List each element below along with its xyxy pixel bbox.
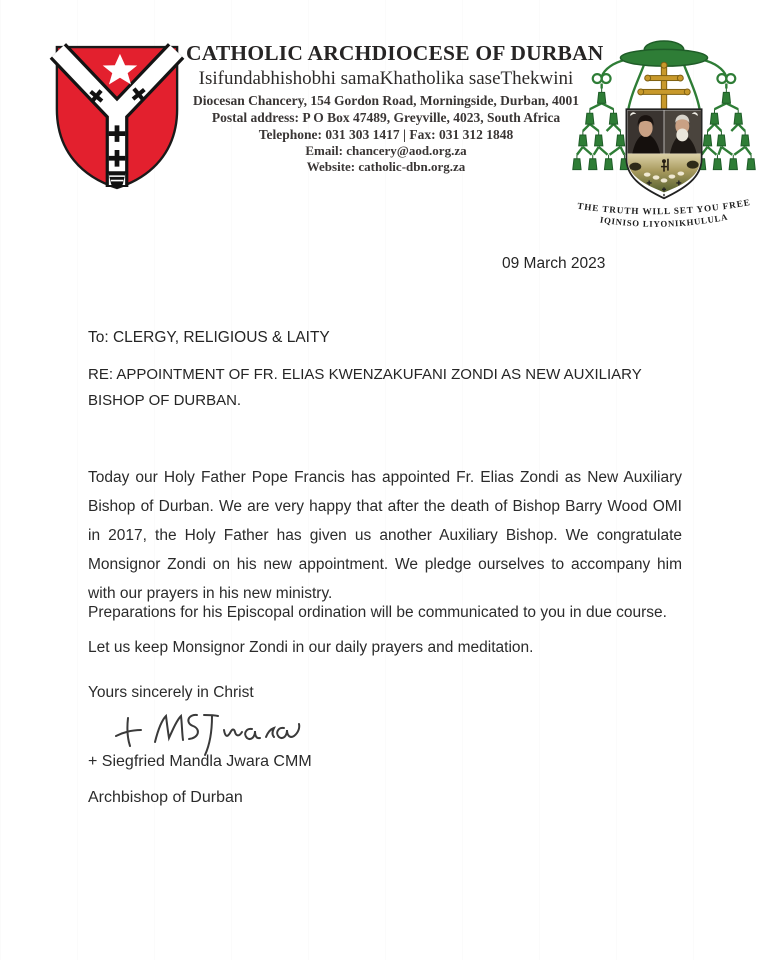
signatory-name: + Siegfried Mandla Jwara CMM [88,753,312,770]
org-name: CATHOLIC ARCHDIOCESE OF DURBAN [186,41,604,65]
body-paragraph-1: Today our Holy Father Pope Francis has appointed Fr. Elias Zondi as New Auxiliary Bishop of Durban. We are very happy that after the death of Bishop Barry Wood OMI in 2017, the Holy Father has given us another Auxiliary Bishop. We congratulate Monsignor Zondi on his new appointment. We pledge ourselves to accompany him with our prayers in his new ministry. [88,468,682,602]
pastoral-scene [628,154,701,193]
address-line-2: Postal address: P O Box 47489, Greyville, 4023, South Africa [211,110,561,125]
body-paragraph-3: Let us keep Monsignor Zondi in our daily prayers and meditation. [88,638,534,656]
handwritten-signature [100,702,310,760]
phone-fax-line: Telephone: 031 303 1417 | Fax: 031 312 1848 [258,127,514,142]
closing-line: Yours sincerely in Christ [88,684,254,701]
portrait-right [664,110,701,153]
patriarchal-cross-icon [638,62,690,111]
archbishop-coat-of-arms [570,32,758,230]
org-name-zulu: Isifundabhishobhi samaKhatholika saseThekwini [198,68,574,89]
address-line-1: Diocesan Chancery, 154 Gordon Road, Morningside, Durban, 4001 [193,93,579,108]
signatory-title: Archbishop of Durban [88,789,243,806]
email-line: Email: chancery@aod.org.za [305,143,467,158]
body-paragraph-2: Preparations for his Episcopal ordination will be communicated to you in due course. [88,603,667,621]
re-line: RE: APPOINTMENT OF FR. ELIAS KWENZAKUFANI ZONDI AS NEW AUXILIARY BISHOP OF DURBAN. [88,366,642,409]
letter-date: 09 March 2023 [502,255,606,272]
motto-zulu: IQINISO LIYONIKHULULA [599,211,729,229]
archdiocese-shield-logo [48,40,186,193]
crest-shield [626,109,701,198]
portrait-left [628,110,664,153]
motto-english: THE TRUTH WILL SET YOU FREE [576,196,752,217]
website-line: Website: catholic-dbn.org.za [306,158,466,174]
to-line: To: CLERGY, RELIGIOUS & LAITY [88,329,330,346]
letterhead-text-block [186,40,604,174]
